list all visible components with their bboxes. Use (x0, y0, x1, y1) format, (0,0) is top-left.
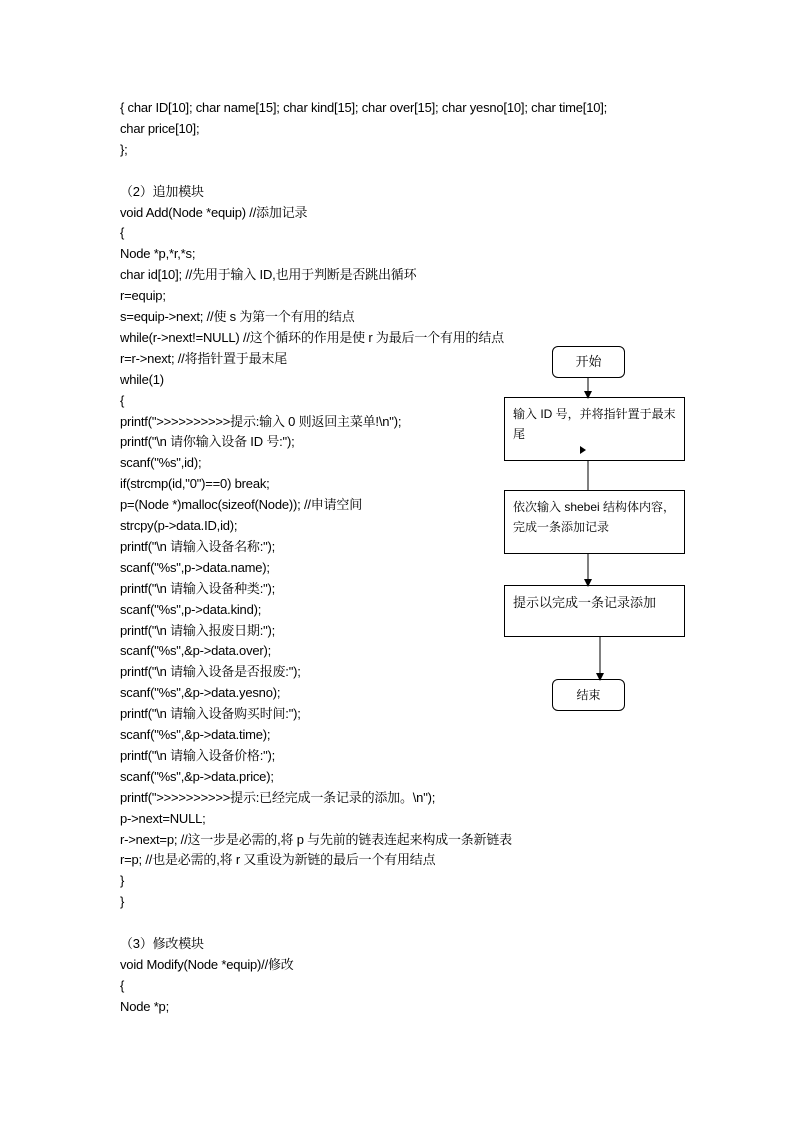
code-line: s=equip->next; //使 s 为第一个有用的结点 (120, 309, 355, 324)
code-line: p=(Node *)malloc(sizeof(Node)); //申请空间 (120, 497, 362, 513)
code-line: printf(">>>>>>>>>>提示:输入 0 则返回主菜单!\n"); (120, 413, 402, 429)
flowchart-step-notify-label: 提示以完成一条记录添加 (513, 595, 657, 610)
code-line: r=p; //也是必需的,将 r 又重设为新链的最后一个有用结点 (120, 852, 436, 868)
code-line: Node *p,*r,*s; (120, 246, 196, 262)
code-line: while(1) (120, 371, 164, 387)
code-line: printf("\n 请你输入设备 ID 号:"); (120, 434, 295, 450)
code-line: printf("\n 请输入设备是否报废:"); (120, 664, 301, 680)
code-line: } (120, 873, 125, 889)
code-line: { (120, 977, 125, 993)
flowchart-step-input-id-label: 输入 ID 号，并将指针置于最末尾 (513, 407, 676, 441)
code-line: printf("\n 请输入设备购买时间:"); (120, 706, 301, 722)
flowchart-start (552, 346, 625, 378)
code-line: char id[10]; //先用于输入 ID,也用于判断是否跳出循环 (120, 267, 417, 283)
flowchart-step-enter-fields (504, 490, 685, 554)
code-line: r=equip; (120, 288, 166, 304)
code-line: if(strcmp(id,"0")==0) break; (120, 476, 270, 492)
code-line: strcpy(p->data.ID,id); (120, 518, 238, 533)
code-line: scanf("%s",&p->data.yesno); (120, 685, 281, 701)
flowchart-step-enter-fields-label: 依次输入 shebei 结构体内容，完成一条添加记录 (513, 500, 676, 534)
code-line: { (120, 392, 125, 408)
code-line: r=r->next; //将指针置于最末尾 (120, 350, 287, 366)
code-line: scanf("%s",&p->data.price); (120, 768, 274, 784)
code-line: p->next=NULL; (120, 810, 206, 826)
code-line: scanf("%s",id); (120, 455, 202, 471)
code-line: printf("\n 请输入设备种类:"); (120, 580, 276, 596)
code-line: scanf("%s",p->data.kind); (120, 601, 262, 617)
code-line: （2）追加模块 (120, 183, 204, 199)
code-line: { (120, 225, 125, 241)
code-line: char price[10]; (120, 120, 200, 136)
code-line: scanf("%s",&p->data.over); (120, 643, 272, 659)
flowchart-start-label: 开始 (575, 354, 602, 369)
code-line: （3）修改模块 (120, 936, 204, 951)
code-line: scanf("%s",p->data.name); (120, 559, 270, 575)
flowchart-step-notify (504, 585, 685, 637)
flowchart-end-label: 结束 (576, 688, 601, 702)
code-line: } (120, 894, 125, 910)
flowchart-step-input-id (504, 397, 685, 461)
code-line: r->next=p; //这一步是必需的,将 p 与先前的链表连起来构成一条新链表 (120, 831, 512, 847)
flowchart-end (552, 679, 625, 711)
code-line: while(r->next!=NULL) //这个循环的作用是使 r 为最后一个有用的结点 (120, 329, 504, 345)
code-line: void Add(Node *equip) //添加记录 (120, 204, 308, 220)
code-line: printf(">>>>>>>>>>提示:已经完成一条记录的添加。\n"); (120, 789, 436, 805)
code-line: void Modify(Node *equip)//修改 (120, 956, 294, 972)
code-line: printf("\n 请输入设备价格:"); (120, 747, 276, 763)
code-line: }; (120, 141, 128, 157)
code-line: scanf("%s",&p->data.time); (120, 727, 271, 742)
code-line: { char ID[10]; char name[15]; char kind[15]; char over[15]; char yesno[10]; char time[10]; (120, 100, 608, 115)
code-line: printf("\n 请输入报废日期:"); (120, 622, 276, 638)
code-line: Node *p; (120, 998, 169, 1014)
code-line: printf("\n 请输入设备名称:"); (120, 538, 276, 554)
